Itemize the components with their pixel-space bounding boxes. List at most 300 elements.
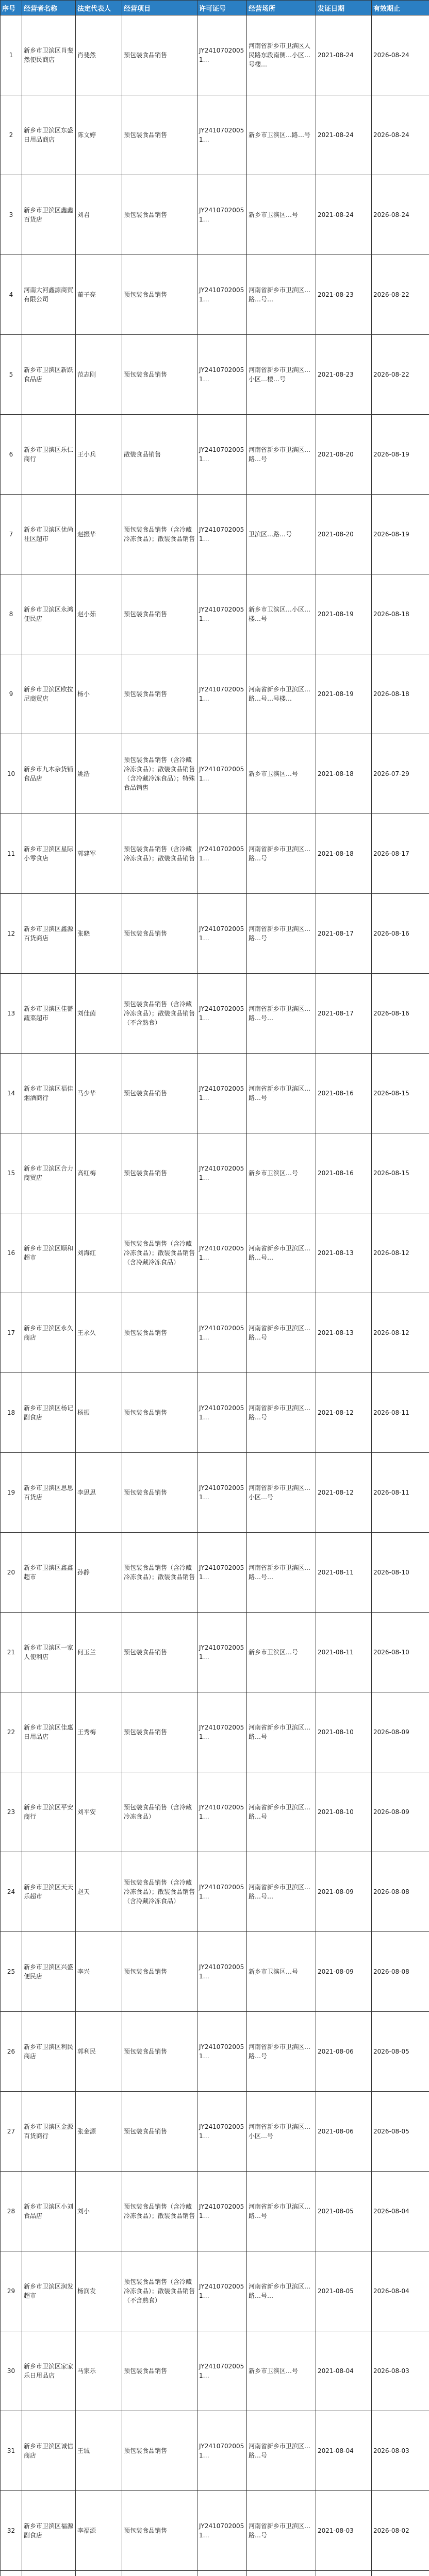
cell-operator-name: 新乡市卫滨区佳惠日用品店 xyxy=(22,1692,76,1772)
cell-legal-representative: 董子亮 xyxy=(76,255,122,335)
cell-issue-date: 2021-08-12 xyxy=(316,1373,372,1453)
table-header xyxy=(1,1,429,15)
cell-index: 14 xyxy=(1,1054,22,1133)
cell-operator-name: 新乡市卫滨区星际小零食店 xyxy=(22,814,76,894)
cell-business-items: 预包装食品销售 xyxy=(122,1453,197,1533)
cell-index: 24 xyxy=(1,1852,22,1932)
table-row xyxy=(1,2012,429,2092)
cell-index: 9 xyxy=(1,654,22,734)
cell-license-number: JY24107020051… xyxy=(197,415,247,495)
cell-license-number: JY24107020051… xyxy=(197,495,247,574)
cell-license-number: JY24107020051… xyxy=(197,1932,247,2012)
cell-expiry-date: 2026-07-29 xyxy=(372,734,429,814)
cell-issue-date: 2021-08-20 xyxy=(316,415,372,495)
cell-issue-date: 2021-08-11 xyxy=(316,1533,372,1613)
cell-expiry-date: 2026-08-03 xyxy=(372,2411,429,2491)
cell-business-address: 河南省新乡市卫滨区…路…号 xyxy=(247,415,316,495)
cell-expiry-date: 2026-08-24 xyxy=(372,175,429,255)
cell-license-number: JY24107020051… xyxy=(197,1852,247,1932)
cell-expiry-date: 2026-08-19 xyxy=(372,495,429,574)
cell-business-address: 河南省新乡市卫滨区…路…号…号楼… xyxy=(247,654,316,734)
cell-license-number: JY24107020051… xyxy=(197,2092,247,2172)
table-row xyxy=(1,2092,429,2172)
cell-business-address: 新乡市卫滨区…号 xyxy=(247,1932,316,2012)
cell-operator-name: 新乡市卫滨区兴盛便民店 xyxy=(22,1932,76,2012)
table-row xyxy=(1,1692,429,1772)
cell-legal-representative: 刘海红 xyxy=(76,1213,122,1293)
cell-index: 2 xyxy=(1,95,22,175)
cell-legal-representative: 李思思 xyxy=(76,1453,122,1533)
cell-license-number: JY24107020051… xyxy=(197,15,247,95)
cell-index: 31 xyxy=(1,2411,22,2491)
cell-index: 25 xyxy=(1,1932,22,2012)
cell-business-items: 预包装食品销售 xyxy=(122,2491,197,2571)
cell-operator-name: 新乡市卫滨区家家乐日用品店 xyxy=(22,2331,76,2411)
cell-issue-date: 2021-08-10 xyxy=(316,1772,372,1852)
cell-operator-name: 新乡市卫滨区合力商贸店 xyxy=(22,1133,76,1213)
cell-issue-date: 2021-08-18 xyxy=(316,814,372,894)
table-row xyxy=(1,1133,429,1213)
cell-issue-date: 2021-08-12 xyxy=(316,1453,372,1533)
cell-operator-name: 新乡市卫滨区永久商店 xyxy=(22,1293,76,1373)
cell-license-number: JY24107020051… xyxy=(197,894,247,974)
table-row xyxy=(1,1453,429,1533)
cell-expiry-date: 2026-08-16 xyxy=(372,974,429,1054)
cell-legal-representative: 王小兵 xyxy=(76,415,122,495)
cell-index: 1 xyxy=(1,15,22,95)
cell-index: 4 xyxy=(1,255,22,335)
column-header-business-items: 经营项目 xyxy=(122,1,197,15)
cell-business-address: 新乡市卫滨区…小区…楼…号 xyxy=(247,574,316,654)
cell-issue-date: 2021-08-06 xyxy=(316,2092,372,2172)
cell-legal-representative: 赵小茹 xyxy=(76,574,122,654)
cell-business-address: 河南省新乡市卫滨区…路…号 xyxy=(247,2411,316,2491)
cell-index: 13 xyxy=(1,974,22,1054)
column-header-index: 序号 xyxy=(1,1,22,15)
cell-index: 23 xyxy=(1,1772,22,1852)
cell-license-number: JY24107020051… xyxy=(197,175,247,255)
cell-license-number: JY24107020051… xyxy=(197,814,247,894)
table-row xyxy=(1,1293,429,1373)
cell-legal-representative: 刘佳茵 xyxy=(76,974,122,1054)
cell-legal-representative: 马少华 xyxy=(76,1054,122,1133)
cell-expiry-date: 2026-08-18 xyxy=(372,654,429,734)
cell-business-items: 预包装食品销售 xyxy=(122,255,197,335)
cell-legal-representative: 姚浩 xyxy=(76,734,122,814)
cell-expiry-date: 2026-08-09 xyxy=(372,1692,429,1772)
cell-expiry-date: 2026-08-08 xyxy=(372,1932,429,2012)
cell-issue-date: 2021-08-05 xyxy=(316,2172,372,2251)
column-header-license-number: 许可证号 xyxy=(197,1,247,15)
cell-expiry-date: 2026-08-09 xyxy=(372,1772,429,1852)
cell-legal-representative: 杨小 xyxy=(76,654,122,734)
cell-license-number: JY24107020051… xyxy=(197,1293,247,1373)
cell-issue-date: 2021-08-17 xyxy=(316,894,372,974)
cell-operator-name: 新乡市卫滨区福佳烟酒商行 xyxy=(22,1054,76,1133)
cell-license-number: JY24107020051… xyxy=(197,2172,247,2251)
table-row xyxy=(1,1613,429,1692)
cell-issue-date: 2021-08-10 xyxy=(316,1692,372,1772)
column-header-business-address: 经营场所 xyxy=(247,1,316,15)
cell-expiry-date: 2026-08-05 xyxy=(372,2012,429,2092)
cell-business-items: 预包装食品销售（含冷藏冷冻食品）；散装食品销售 xyxy=(122,814,197,894)
cell-index: 32 xyxy=(1,2491,22,2571)
table-row xyxy=(1,894,429,974)
cell-index: 22 xyxy=(1,1692,22,1772)
cell-business-items: 预包装食品销售 xyxy=(122,2411,197,2491)
cell-license-number: JY24107020051… xyxy=(197,2491,247,2571)
cell-business-items: 预包装食品销售 xyxy=(122,574,197,654)
table-row xyxy=(1,1213,429,1293)
cell-business-items: 预包装食品销售 xyxy=(122,1293,197,1373)
cell-operator-name: 新乡市卫滨区鑫鑫百货店 xyxy=(22,175,76,255)
cell-index: 20 xyxy=(1,1533,22,1613)
cell-license-number: JY24107020051… xyxy=(197,1213,247,1293)
table-row xyxy=(1,2411,429,2491)
cell-license-number: JY24107020051… xyxy=(197,1772,247,1852)
cell-operator-name: 新乡市卫滨区新跃食品店 xyxy=(22,335,76,415)
cell-expiry-date: 2026-08-15 xyxy=(372,1133,429,1213)
table-row xyxy=(1,175,429,255)
cell-operator-name: 新乡市卫滨区平安商行 xyxy=(22,1772,76,1852)
cell-operator-name: 新乡市卫滨区福源副食店 xyxy=(22,2491,76,2571)
cell-expiry-date: 2026-08-02 xyxy=(372,2491,429,2571)
cell-index: 28 xyxy=(1,2172,22,2251)
cell-legal-representative xyxy=(76,2571,122,2576)
cell-expiry-date: 2026-08-22 xyxy=(372,255,429,335)
cell-expiry-date xyxy=(372,2571,429,2576)
cell-issue-date: 2021-08-04 xyxy=(316,2331,372,2411)
cell-business-address: 河南省新乡市卫滨区…路…号 xyxy=(247,894,316,974)
cell-business-address: 河南省新乡市卫滨区…路…号… xyxy=(247,1213,316,1293)
cell-legal-representative: 李福源 xyxy=(76,2491,122,2571)
cell-index: 19 xyxy=(1,1453,22,1533)
cell-business-address: 河南省新乡市卫滨区…小区…号 xyxy=(247,1453,316,1533)
cell-legal-representative: 李兴 xyxy=(76,1932,122,2012)
cell-operator-name: 新乡市卫滨区天天乐超市 xyxy=(22,1852,76,1932)
cell-issue-date: 2021-08-20 xyxy=(316,495,372,574)
cell-expiry-date: 2026-08-18 xyxy=(372,574,429,654)
column-header-issue-date: 发证日期 xyxy=(316,1,372,15)
cell-business-address: 河南省新乡市卫滨区…路…号… xyxy=(247,2251,316,2331)
cell-legal-representative: 何玉兰 xyxy=(76,1613,122,1692)
cell-operator-name: 新乡市卫滨区鑫鑫超市 xyxy=(22,1533,76,1613)
cell-business-items: 预包装食品销售（含冷藏冷冻食品）；散装食品销售（不含熟食） xyxy=(122,974,197,1054)
cell-operator-name: 新乡市卫滨区优尚社区超市 xyxy=(22,495,76,574)
cell-business-items: 预包装食品销售（含冷藏冷冻食品）；散装食品销售 xyxy=(122,2172,197,2251)
cell-legal-representative: 高红梅 xyxy=(76,1133,122,1213)
table-row xyxy=(1,255,429,335)
cell-expiry-date: 2026-08-04 xyxy=(372,2172,429,2251)
cell-issue-date: 2021-08-11 xyxy=(316,1613,372,1692)
table-body xyxy=(1,15,429,2576)
cell-expiry-date: 2026-08-05 xyxy=(372,2092,429,2172)
cell-business-items: 预包装食品销售 xyxy=(122,894,197,974)
table-row xyxy=(1,15,429,95)
cell-legal-representative: 杨振 xyxy=(76,1373,122,1453)
cell-business-address: 新乡市卫滨区…号 xyxy=(247,175,316,255)
cell-issue-date: 2021-08-24 xyxy=(316,15,372,95)
cell-issue-date: 2021-08-23 xyxy=(316,335,372,415)
cell-business-items: 预包装食品销售 xyxy=(122,15,197,95)
cell-issue-date: 2021-08-13 xyxy=(316,1213,372,1293)
cell-operator-name: 新乡市卫滨区鑫源百货商店 xyxy=(22,894,76,974)
cell-business-address: 河南省新乡市卫滨区…路…号 xyxy=(247,1373,316,1453)
cell-expiry-date: 2026-08-24 xyxy=(372,15,429,95)
cell-operator-name: 新乡市卫滨区佳蔷蔬菜超市 xyxy=(22,974,76,1054)
cell-license-number: JY24107020051… xyxy=(197,654,247,734)
cell-license-number: JY24107020051… xyxy=(197,2331,247,2411)
cell-business-address xyxy=(247,2571,316,2576)
cell-license-number: JY24107020051… xyxy=(197,1453,247,1533)
cell-license-number: JY24107020051… xyxy=(197,1613,247,1692)
cell-license-number: JY24107020051… xyxy=(197,1133,247,1213)
cell-index: 7 xyxy=(1,495,22,574)
cell-expiry-date: 2026-08-16 xyxy=(372,894,429,974)
cell-operator-name: 新乡市卫滨区思思百货店 xyxy=(22,1453,76,1533)
cell-index: 30 xyxy=(1,2331,22,2411)
cell-index: 5 xyxy=(1,335,22,415)
cell-business-address: 河南省新乡市卫滨区…路…号… xyxy=(247,974,316,1054)
cell-legal-representative: 郭利民 xyxy=(76,2012,122,2092)
cell-business-items: 预包装食品销售 xyxy=(122,1054,197,1133)
cell-business-address: 河南省新乡市卫滨区…路…号 xyxy=(247,1692,316,1772)
cell-operator-name: 新乡市卫滨区润发超市 xyxy=(22,2251,76,2331)
cell-expiry-date: 2026-08-11 xyxy=(372,1453,429,1533)
cell-index: 29 xyxy=(1,2251,22,2331)
cell-business-items: 预包装食品销售 xyxy=(122,654,197,734)
cell-legal-representative: 赵振华 xyxy=(76,495,122,574)
cell-index: 17 xyxy=(1,1293,22,1373)
cell-operator-name: 新乡市卫滨区一家人便利店 xyxy=(22,1613,76,1692)
cell-operator-name: 河南大河鑫源商贸有限公司 xyxy=(22,255,76,335)
table-row xyxy=(1,654,429,734)
cell-business-items: 预包装食品销售 xyxy=(122,95,197,175)
cell-license-number: JY24107020051… xyxy=(197,335,247,415)
cell-expiry-date: 2026-08-22 xyxy=(372,335,429,415)
cell-issue-date: 2021-08-04 xyxy=(316,2411,372,2491)
cell-business-address: 河南省新乡市卫滨区…路…号… xyxy=(247,1533,316,1613)
header-row xyxy=(1,1,429,15)
cell-business-address: 新乡市卫滨区…号 xyxy=(247,1133,316,1213)
cell-issue-date: 2021-08-16 xyxy=(316,1054,372,1133)
cell-license-number: JY24107020051… xyxy=(197,95,247,175)
cell-business-items: 预包装食品销售 xyxy=(122,335,197,415)
cell-operator-name: 新乡市卫滨区诚信商店 xyxy=(22,2411,76,2491)
cell-business-address: 河南省新乡市卫滨区人民路东段南侧…小区…号楼… xyxy=(247,15,316,95)
table-row xyxy=(1,734,429,814)
cell-issue-date: 2021-08-24 xyxy=(316,175,372,255)
cell-issue-date: 2021-08-24 xyxy=(316,95,372,175)
cell-business-items: 预包装食品销售（含冷藏冷冻食品）；散装食品销售 xyxy=(122,495,197,574)
table-row xyxy=(1,335,429,415)
cell-legal-representative: 刘君 xyxy=(76,175,122,255)
cell-legal-representative: 陈文婷 xyxy=(76,95,122,175)
cell-index: 21 xyxy=(1,1613,22,1692)
column-header-legal-representative: 法定代表人 xyxy=(76,1,122,15)
cell-issue-date: 2021-08-05 xyxy=(316,2251,372,2331)
table-row xyxy=(1,1772,429,1852)
cell-license-number: JY24107020051… xyxy=(197,255,247,335)
cell-issue-date: 2021-08-16 xyxy=(316,1133,372,1213)
cell-expiry-date: 2026-08-04 xyxy=(372,2251,429,2331)
cell-legal-representative: 刘小 xyxy=(76,2172,122,2251)
table-row xyxy=(1,1852,429,1932)
cell-license-number xyxy=(197,2571,247,2576)
cell-legal-representative: 王诚 xyxy=(76,2411,122,2491)
cell-operator-name: 新乡市卫滨区利民商店 xyxy=(22,2012,76,2092)
cell-expiry-date: 2026-08-19 xyxy=(372,415,429,495)
cell-business-address: 河南省新乡市卫滨区…路…号… xyxy=(247,1852,316,1932)
cell-legal-representative: 范志刚 xyxy=(76,335,122,415)
cell-business-items: 预包装食品销售 xyxy=(122,2331,197,2411)
cell-index: 10 xyxy=(1,734,22,814)
table-row xyxy=(1,2491,429,2571)
cell-operator-name: 新乡市卫滨区金源百货商行 xyxy=(22,2092,76,2172)
cell-business-items: 预包装食品销售 xyxy=(122,1133,197,1213)
cell-operator-name: 新乡市卫滨区小刘食品店 xyxy=(22,2172,76,2251)
cell-legal-representative: 孙静 xyxy=(76,1533,122,1613)
cell-business-address: 新乡市卫滨区…路…号 xyxy=(247,95,316,175)
cell-index: 15 xyxy=(1,1133,22,1213)
cell-license-number: JY24107020051… xyxy=(197,1533,247,1613)
cell-legal-representative: 杨润发 xyxy=(76,2251,122,2331)
cell-legal-representative: 王永久 xyxy=(76,1293,122,1373)
cell-license-number: JY24107020051… xyxy=(197,734,247,814)
cell-business-items: 预包装食品销售 xyxy=(122,1613,197,1692)
table-row xyxy=(1,1932,429,2012)
cell-business-items: 预包装食品销售（含冷藏冷冻食品）；散装食品销售（不含熟食） xyxy=(122,2251,197,2331)
cell-business-address: 河南省新乡市卫滨区…路…号 xyxy=(247,814,316,894)
cell-license-number: JY24107020051… xyxy=(197,2251,247,2331)
cell-business-items xyxy=(122,2571,197,2576)
cell-index: 12 xyxy=(1,894,22,974)
cell-operator-name: 新乡市卫滨区永鸿便民店 xyxy=(22,574,76,654)
cell-operator-name xyxy=(22,2571,76,2576)
cell-index: 3 xyxy=(1,175,22,255)
cell-business-items: 预包装食品销售（含冷藏冷冻食品）；散装食品销售（含冷藏冷冻食品） xyxy=(122,1213,197,1293)
table-row xyxy=(1,2331,429,2411)
cell-legal-representative: 王秀梅 xyxy=(76,1692,122,1772)
cell-license-number: JY24107020051… xyxy=(197,974,247,1054)
cell-business-address: 新乡市卫滨区…号 xyxy=(247,734,316,814)
cell-issue-date: 2021-08-03 xyxy=(316,2491,372,2571)
cell-business-address: 河南省新乡市卫滨区…路…号 xyxy=(247,1293,316,1373)
cell-legal-representative: 刘平安 xyxy=(76,1772,122,1852)
cell-index: 16 xyxy=(1,1213,22,1293)
cell-business-address: 河南省新乡市卫滨区…路…号 xyxy=(247,2012,316,2092)
cell-operator-name: 新乡市卫滨区乐仁商行 xyxy=(22,415,76,495)
cell-business-address: 河南省新乡市卫滨区…路…号 xyxy=(247,2491,316,2571)
cell-expiry-date: 2026-08-08 xyxy=(372,1852,429,1932)
table-row xyxy=(1,2251,429,2331)
cell-legal-representative: 赵天 xyxy=(76,1852,122,1932)
cell-business-address: 卫滨区…路…号 xyxy=(247,495,316,574)
cell-issue-date: 2021-08-09 xyxy=(316,1932,372,2012)
cell-expiry-date: 2026-08-11 xyxy=(372,1373,429,1453)
cell-business-address: 河南省新乡市卫滨区…小区…楼…号 xyxy=(247,335,316,415)
cell-business-address: 河南省新乡市卫滨区…小区…号 xyxy=(247,2092,316,2172)
cell-expiry-date: 2026-08-10 xyxy=(372,1533,429,1613)
cell-legal-representative: 郭建军 xyxy=(76,814,122,894)
cell-operator-name: 新乡市卫滨区东盛日用品商店 xyxy=(22,95,76,175)
cell-license-number: JY24107020051… xyxy=(197,1373,247,1453)
table-row xyxy=(1,1533,429,1613)
cell-issue-date: 2021-08-23 xyxy=(316,255,372,335)
cell-issue-date: 2021-08-17 xyxy=(316,974,372,1054)
cell-operator-name: 新乡市卫滨区顺和超市 xyxy=(22,1213,76,1293)
cell-index: 11 xyxy=(1,814,22,894)
cell-business-items: 预包装食品销售 xyxy=(122,2012,197,2092)
cell-business-items: 预包装食品销售（含冷藏冷冻食品）；散装食品销售 xyxy=(122,1533,197,1613)
cell-index: 8 xyxy=(1,574,22,654)
cell-license-number: JY24107020051… xyxy=(197,1054,247,1133)
cell-business-items: 预包装食品销售 xyxy=(122,1932,197,2012)
cell-issue-date: 2021-08-13 xyxy=(316,1293,372,1373)
table-row xyxy=(1,574,429,654)
cell-expiry-date: 2026-08-15 xyxy=(372,1054,429,1133)
table-row xyxy=(1,495,429,574)
cell-business-address: 新乡市卫滨区…号 xyxy=(247,2331,316,2411)
cell-legal-representative: 张金源 xyxy=(76,2092,122,2172)
cell-issue-date: 2021-08-19 xyxy=(316,654,372,734)
cell-business-items: 预包装食品销售 xyxy=(122,1373,197,1453)
cell-business-address: 河南省新乡市卫滨区…路…号 xyxy=(247,1772,316,1852)
cell-legal-representative: 肖斐然 xyxy=(76,15,122,95)
cell-business-address: 河南省新乡市卫滨区…路…号 xyxy=(247,2172,316,2251)
cell-business-items: 散装食品销售 xyxy=(122,415,197,495)
cell-business-address: 河南省新乡市卫滨区…路…号 xyxy=(247,1054,316,1133)
cell-expiry-date: 2026-08-24 xyxy=(372,95,429,175)
table-row xyxy=(1,1054,429,1133)
cell-business-items: 预包装食品销售 xyxy=(122,2092,197,2172)
cell-issue-date: 2021-08-09 xyxy=(316,1852,372,1932)
cell-operator-name: 新乡市卫滨区肖斐然便民商店 xyxy=(22,15,76,95)
cell-operator-name: 新乡市九木杂货铺食品店 xyxy=(22,734,76,814)
table-row xyxy=(1,974,429,1054)
cell-business-items: 预包装食品销售（含冷藏冷冻食品）；散装食品销售（含冷藏冷冻食品） xyxy=(122,1852,197,1932)
cell-issue-date: 2021-08-19 xyxy=(316,574,372,654)
cell-expiry-date: 2026-08-17 xyxy=(372,814,429,894)
cell-expiry-date: 2026-08-03 xyxy=(372,2331,429,2411)
cell-license-number: JY24107020051… xyxy=(197,1692,247,1772)
cell-business-address: 河南省新乡市卫滨区…路…号… xyxy=(247,255,316,335)
cell-business-items: 预包装食品销售 xyxy=(122,175,197,255)
cell-issue-date: 2021-08-06 xyxy=(316,2012,372,2092)
table-row xyxy=(1,415,429,495)
cell-index xyxy=(1,2571,22,2576)
cell-index: 26 xyxy=(1,2012,22,2092)
cell-index: 6 xyxy=(1,415,22,495)
cell-expiry-date: 2026-08-10 xyxy=(372,1613,429,1692)
column-header-operator-name: 经营者名称 xyxy=(22,1,76,15)
table-row xyxy=(1,814,429,894)
cell-business-items: 预包装食品销售 xyxy=(122,1692,197,1772)
cell-expiry-date: 2026-08-12 xyxy=(372,1213,429,1293)
cell-index: 18 xyxy=(1,1373,22,1453)
cell-issue-date: 2021-08-18 xyxy=(316,734,372,814)
table-row xyxy=(1,2172,429,2251)
cell-business-items: 预包装食品销售（含冷藏冷冻食品） xyxy=(122,1772,197,1852)
cell-license-number: JY24107020051… xyxy=(197,574,247,654)
cell-expiry-date: 2026-08-12 xyxy=(372,1293,429,1373)
cell-operator-name: 新乡市卫滨区欧拉尼商贸店 xyxy=(22,654,76,734)
cell-index: 27 xyxy=(1,2092,22,2172)
cell-business-address: 新乡市卫滨区…号 xyxy=(247,1613,316,1692)
cell-issue-date xyxy=(316,2571,372,2576)
cell-license-number: JY24107020051… xyxy=(197,2411,247,2491)
table-row xyxy=(1,2571,429,2576)
